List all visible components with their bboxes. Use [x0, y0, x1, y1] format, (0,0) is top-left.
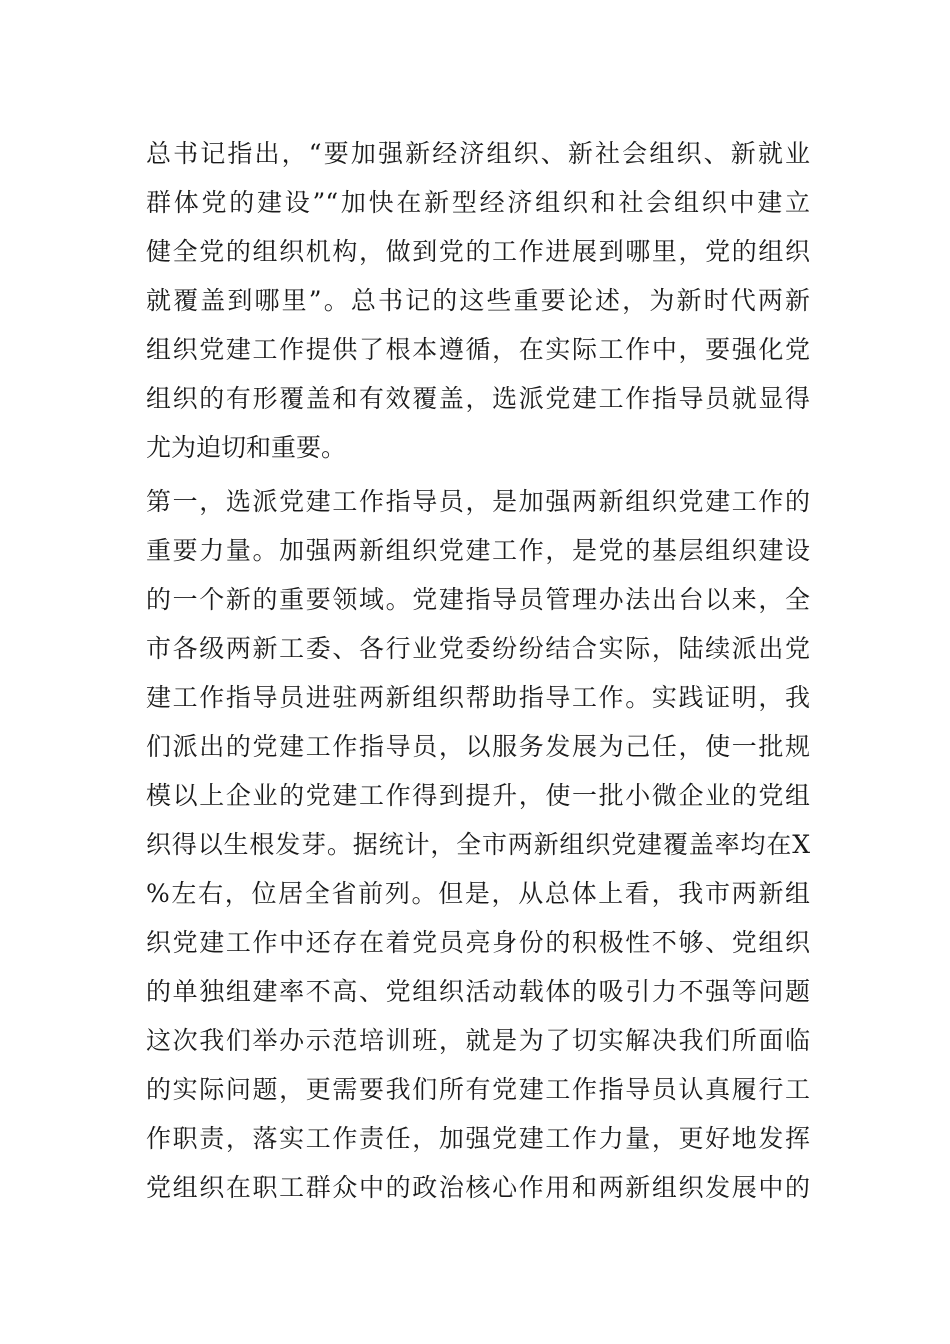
text-line: 健全党的组织机构，做到党的工作进展到哪里，党的组织	[146, 237, 810, 266]
text-line: 的一个新的重要领域。党建指导员管理办法出台以来，全	[146, 585, 810, 614]
text-line: 作职责，落实工作责任，加强党建工作力量，更好地发挥	[146, 1124, 810, 1153]
text-line: 就覆盖到哪里”。总书记的这些重要论述，为新时代两新	[146, 286, 810, 315]
text-line: 织党建工作中还存在着党员亮身份的积极性不够、党组织	[146, 928, 810, 957]
text-line: 群体党的建设”“加快在新型经济组织和社会组织中建立	[146, 188, 810, 217]
text-line: 尤为迫切和重要。	[146, 433, 347, 462]
text-line: 织得以生根发芽。据统计，全市两新组织党建覆盖率均在X	[146, 830, 810, 859]
text-line: 组织党建工作提供了根本遵循，在实际工作中，要强化党	[146, 335, 810, 364]
text-line: 组织的有形覆盖和有效覆盖，选派党建工作指导员就显得	[146, 384, 810, 413]
text-line: 的实际问题，更需要我们所有党建工作指导员认真履行工	[146, 1075, 810, 1104]
paragraph-2	[146, 477, 810, 1212]
paragraph-1	[146, 129, 810, 472]
text-line: 建工作指导员进驻两新组织帮助指导工作。实践证明，我	[146, 683, 810, 712]
text-line: 第一，选派党建工作指导员，是加强两新组织党建工作的	[146, 487, 810, 516]
text-line: %左右，位居全省前列。但是，从总体上看，我市两新组	[146, 879, 810, 908]
text-line: 党组织在职工群众中的政治核心作用和两新组织发展中的	[146, 1173, 810, 1202]
text-line: 重要力量。加强两新组织党建工作，是党的基层组织建设	[146, 536, 810, 565]
text-line: 总书记指出，“要加强新经济组织、新社会组织、新就业	[146, 139, 810, 168]
text-line: 这次我们举办示范培训班，就是为了切实解决我们所面临	[146, 1026, 810, 1055]
text-line: 们派出的党建工作指导员，以服务发展为己任，使一批规	[146, 732, 810, 761]
text-line: 模以上企业的党建工作得到提升，使一批小微企业的党组	[146, 781, 810, 810]
text-line: 市各级两新工委、各行业党委纷纷结合实际，陆续派出党	[146, 634, 810, 663]
text-line: 的单独组建率不高、党组织活动载体的吸引力不强等问题	[146, 977, 810, 1006]
